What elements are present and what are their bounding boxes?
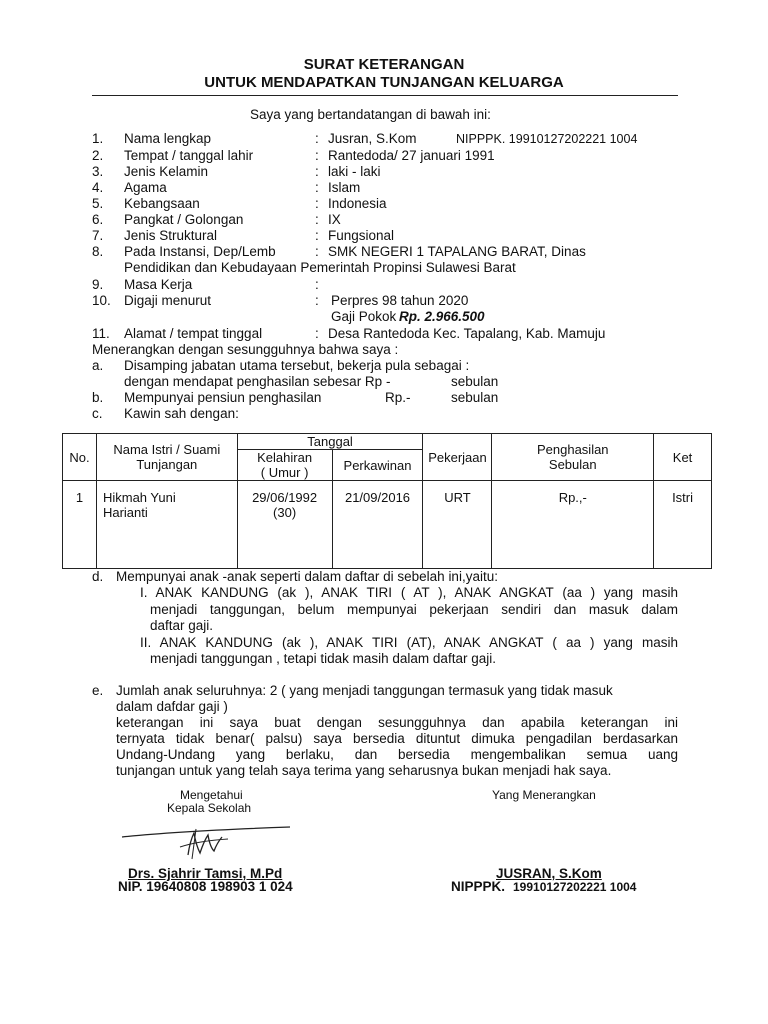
item-letter: a. (92, 358, 104, 373)
field-label: Masa Kerja (124, 277, 193, 292)
sign-right-id: 19910127202221 1004 (513, 880, 637, 894)
field-label: Pada Instansi, Dep/Lemb (124, 244, 276, 259)
field-colon: : (315, 277, 319, 292)
field-value: Fungsional (328, 228, 395, 243)
cell-nama-line1: Hikmah Yuni (102, 490, 176, 505)
field-label: Pangkat / Golongan (124, 212, 244, 227)
field-value: Perpres 98 tahun 2020 (331, 293, 469, 308)
cell-no: 1 (63, 481, 97, 569)
intro-text: Saya yang bertandatangan di bawah ini: (250, 107, 491, 122)
cell-kelahiran-line1: 29/06/1992 (252, 490, 318, 505)
field-colon: : (315, 326, 319, 341)
field-label: Tempat / tanggal lahir (124, 148, 254, 163)
cell-nama (96, 481, 237, 569)
field-number: 9. (92, 277, 104, 292)
field-value: Indonesia (328, 196, 387, 211)
header-kelahiran-line2: ( Umur ) (260, 465, 309, 480)
table-row (63, 481, 712, 569)
item-a-income: dengan mendapat penghasilan sebesar Rp - (124, 374, 391, 389)
item-d-i-line2: menjadi tanggungan, belum mempunyai pekerjaan sendiri dan masuk dalam (150, 602, 678, 617)
signature-image (118, 815, 298, 865)
item-b-text: Mempunyai pensiun penghasilan (124, 390, 322, 405)
item-d-ii-line1: II. ANAK KANDUNG (ak ), ANAK TIRI (AT), ANAK ANGKAT ( aa ) yang masih (140, 635, 678, 650)
header-perkawinan: Perkawinan (332, 450, 423, 481)
closing-line1: keterangan ini saya buat dengan sesungguhnya dan apabila keterangan ini (116, 715, 678, 730)
field-number: 7. (92, 228, 104, 243)
item-c-text: Kawin sah dengan: (124, 406, 239, 421)
field-value: Jusran, S.Kom (328, 131, 417, 146)
item-d-ii-line2: menjadi tanggungan , tetapi tidak masih dalam daftar gaji. (150, 651, 496, 666)
cell-kelahiran-line2: (30) (273, 505, 297, 520)
field-number: 1. (92, 131, 104, 146)
cell-perkawinan: 21/09/2016 (332, 481, 423, 569)
field-label: Jenis Struktural (124, 228, 218, 243)
header-tanggal: Tanggal (237, 434, 423, 450)
sign-left-line2: Kepala Sekolah (167, 801, 252, 815)
item-letter: c. (92, 406, 103, 421)
header-no: No. (63, 434, 97, 481)
field-label: Agama (124, 180, 167, 195)
header-ket: Ket (654, 434, 712, 481)
field-number: 3. (92, 164, 104, 179)
cell-nama-line2: Harianti (102, 505, 148, 520)
item-d-i-line1: I. ANAK KANDUNG (ak ), ANAK TIRI ( AT ), ANAK ANGKAT (aa ) yang masih (140, 585, 678, 600)
sign-right-line1: Yang Menerangkan (492, 788, 596, 802)
item-a-text: Disamping jabatan utama tersebut, bekerja pula sebagai : (124, 358, 470, 373)
field-label: Nama lengkap (124, 131, 212, 146)
header-nama (96, 434, 237, 481)
field-value: laki - laki (328, 164, 381, 179)
header-nama-line1: Nama Istri / Suami (113, 442, 221, 457)
item-d-i-line3: daftar gaji. (150, 618, 214, 633)
sign-right-id-prefix: NIPPPK. (451, 879, 506, 894)
field-colon: : (315, 131, 319, 146)
field-number: 11. (92, 326, 110, 341)
cell-kelahiran (237, 481, 332, 569)
field-colon: : (315, 148, 319, 163)
item-letter: b. (92, 390, 104, 405)
sign-left-line1: Mengetahui (180, 788, 243, 802)
field-label: Jenis Kelamin (124, 164, 209, 179)
spouse-table (62, 433, 712, 569)
gaji-pokok-value: Rp. 2.966.500 (399, 309, 485, 324)
closing-line3: Undang-Undang yang berlaku, dan bersedia mengembalikan semua uang (116, 747, 678, 762)
document-title: SURAT KETERANGAN (303, 56, 465, 73)
header-kelahiran-line1: Kelahiran (257, 450, 313, 465)
title-divider (92, 95, 678, 96)
item-e-line1: Jumlah anak seluruhnya: 2 ( yang menjadi tanggungan termasuk yang tidak masuk (116, 683, 613, 698)
field-value: Islam (328, 180, 361, 195)
field-number: 5. (92, 196, 104, 211)
header-nama-line2: Tunjangan (136, 457, 198, 472)
item-d-text: Mempunyai anak -anak seperti dalam daftar di sebelah ini,yaitu: (116, 569, 498, 584)
field-value: Rantedoda/ 27 januari 1991 (328, 148, 495, 163)
field-value-continued: Pendidikan dan Kebudayaan Pemerintah Propinsi Sulawesi Barat (124, 260, 516, 275)
field-colon: : (315, 244, 319, 259)
header-pekerjaan: Pekerjaan (423, 434, 492, 481)
item-e-line2: dalam dafdar gaji ) (116, 699, 228, 714)
sign-right-name: JUSRAN, S.Kom (496, 866, 602, 881)
sign-left-name: Drs. Sjahrir Tamsi, M.Pd (128, 866, 283, 881)
item-letter: e. (92, 683, 104, 698)
document-subtitle: UNTUK MENDAPATKAN TUNJANGAN KELUARGA (204, 74, 564, 91)
nipppk-value: NIPPPK. 19910127202221 1004 (456, 132, 638, 146)
header-penghasilan (492, 434, 654, 481)
header-kelahiran (237, 450, 332, 481)
cell-pekerjaan: URT (423, 481, 492, 569)
cell-ket: Istri (654, 481, 712, 569)
field-colon: : (315, 293, 319, 308)
field-number: 10. (92, 293, 111, 308)
field-colon: : (315, 228, 319, 243)
field-colon: : (315, 164, 319, 179)
item-a-unit: sebulan (451, 374, 499, 389)
field-colon: : (315, 212, 319, 227)
field-number: 8. (92, 244, 104, 259)
table-header-row (63, 434, 712, 450)
field-colon: : (315, 196, 319, 211)
statement-intro: Menerangkan dengan sesungguhnya bahwa saya : (92, 342, 399, 357)
field-label: Digaji menurut (124, 293, 212, 308)
cell-penghasilan: Rp.,- (492, 481, 654, 569)
field-value: SMK NEGERI 1 TAPALANG BARAT, Dinas (328, 244, 586, 259)
item-b-unit: sebulan (451, 390, 499, 405)
field-number: 2. (92, 148, 104, 163)
gaji-pokok-label: Gaji Pokok (331, 309, 397, 324)
header-penghasilan-line2: Sebulan (548, 457, 597, 472)
field-value: Desa Rantedoda Kec. Tapalang, Kab. Mamuju (328, 326, 606, 341)
field-colon: : (315, 180, 319, 195)
item-b-rp: Rp.- (385, 390, 411, 405)
field-number: 4. (92, 180, 104, 195)
item-letter: d. (92, 569, 104, 584)
field-number: 6. (92, 212, 104, 227)
header-penghasilan-line1: Penghasilan (536, 442, 609, 457)
sign-left-id: NIP. 19640808 198903 1 024 (118, 879, 293, 894)
field-label: Kebangsaan (124, 196, 200, 211)
closing-line2: ternyata tidak benar( palsu) saya bersedia dituntut dimuka pengadilan berdasarkan (116, 731, 678, 746)
field-label: Alamat / tempat tinggal (124, 326, 263, 341)
closing-line4: tunjangan untuk yang telah saya terima yang seharusnya bukan menjadi hak saya. (116, 763, 612, 778)
field-value: IX (328, 212, 341, 227)
